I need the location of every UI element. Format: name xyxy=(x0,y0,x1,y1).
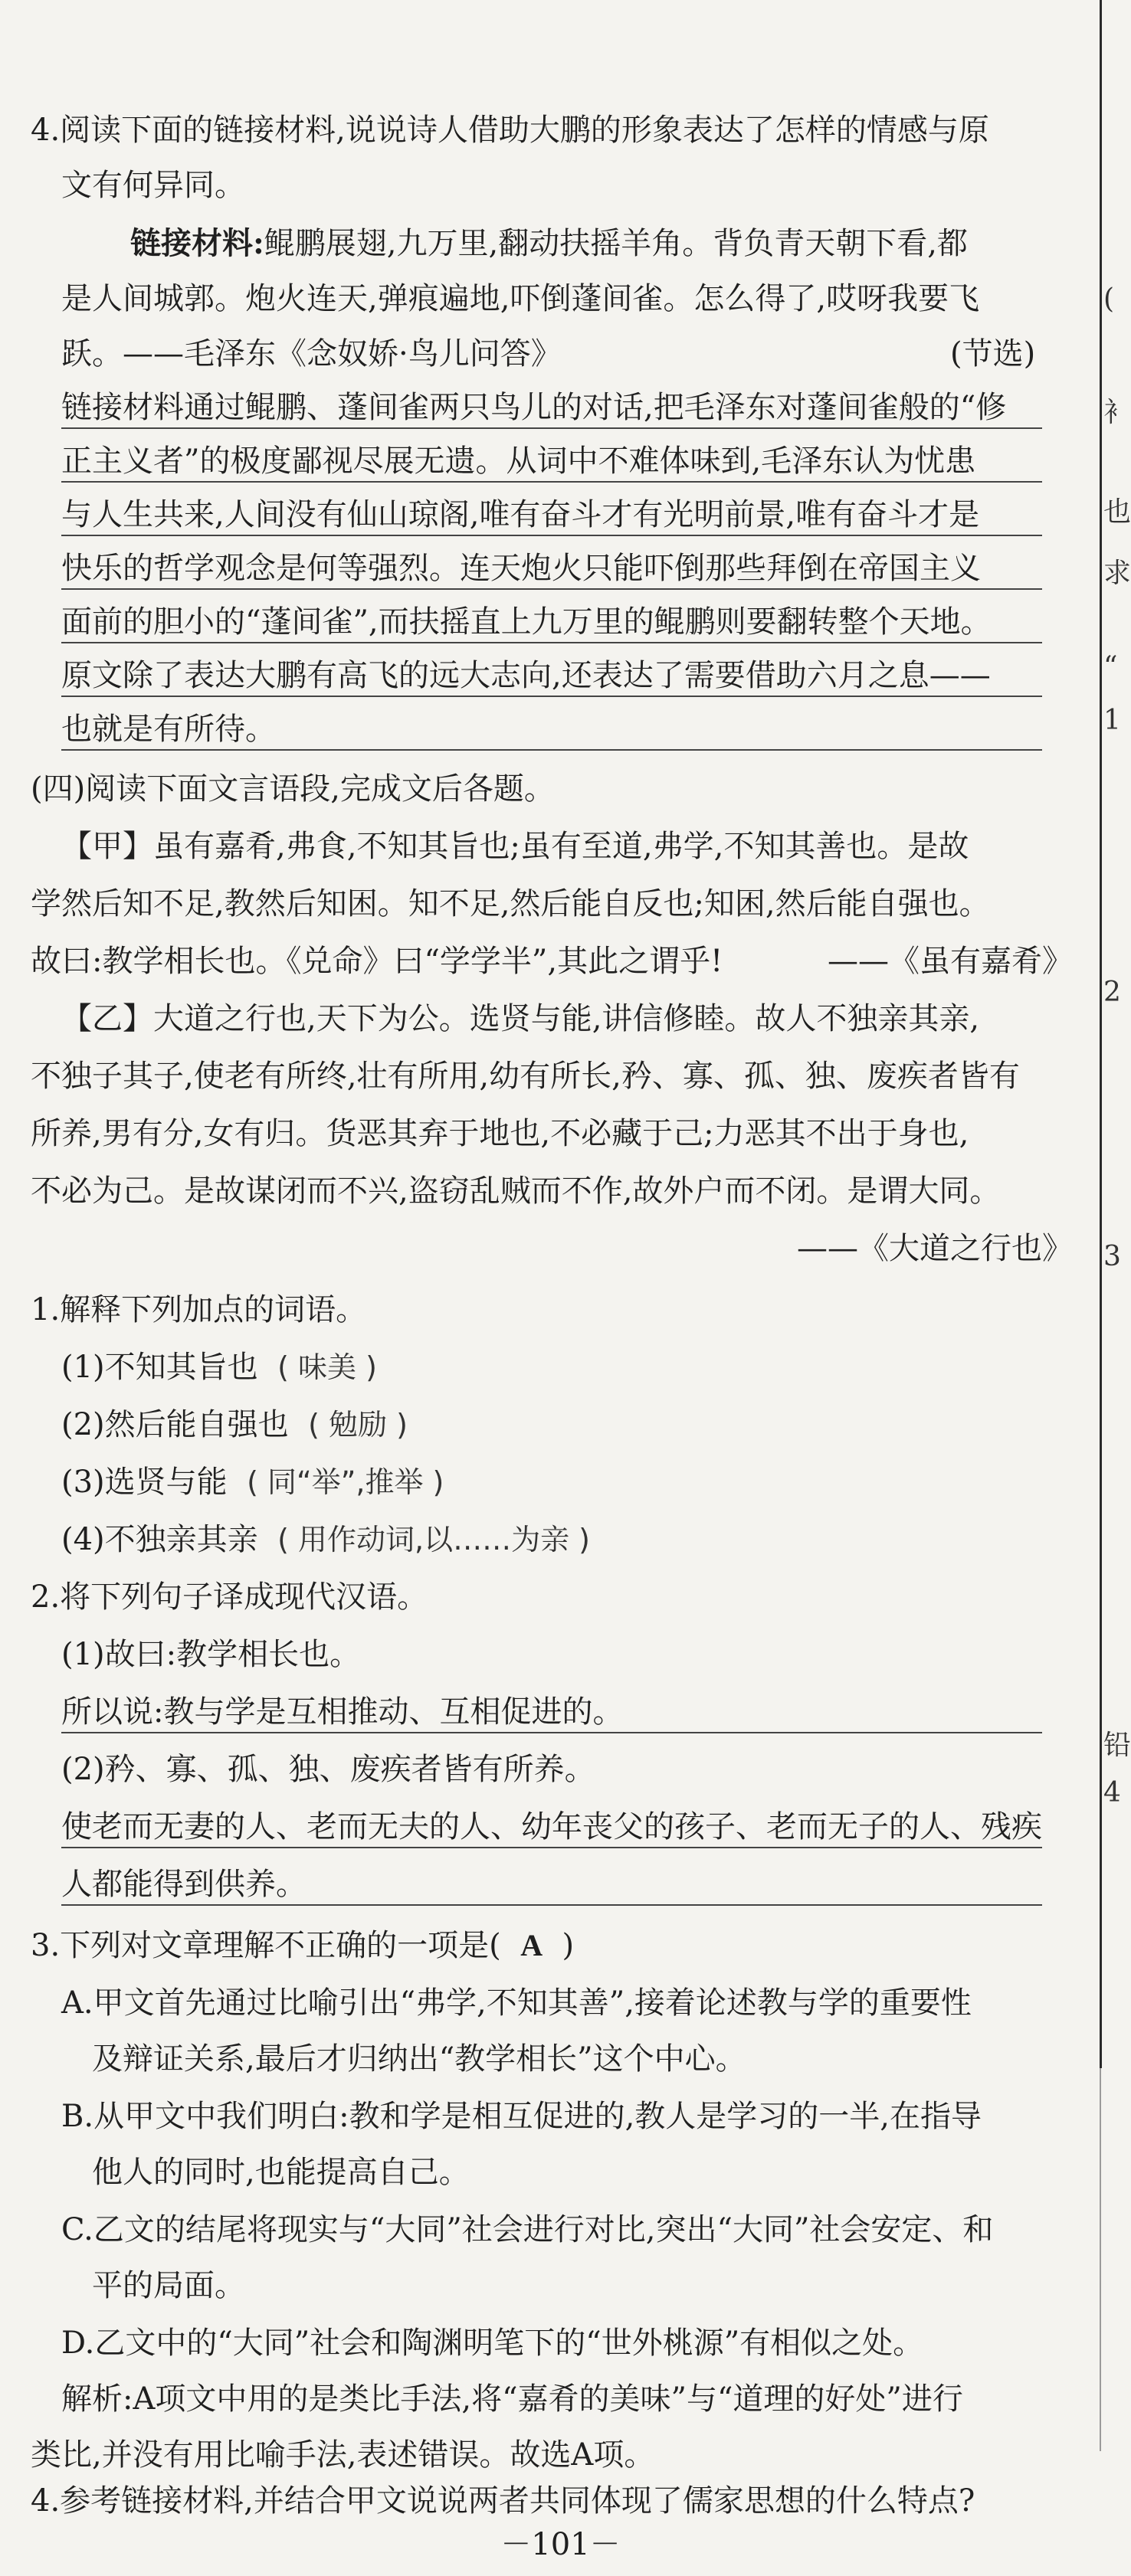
margin-glyph: 铅 xyxy=(1103,1730,1131,1761)
q1-item-4 xyxy=(61,1524,590,1555)
question-4-line2: 文有何异同。 xyxy=(61,168,245,203)
question-3-stem xyxy=(31,1930,574,1961)
column-divider-lower xyxy=(1100,2068,1101,2451)
margin-glyph: 2 xyxy=(1103,977,1121,1008)
q1-item-1 xyxy=(61,1352,377,1383)
q3-option-a-line2: 及辩证关系,最后才归纳出“教学相长”这个中心。 xyxy=(92,2041,746,2077)
q3-option-d: D.乙文中的“大同”社会和陶渊明笔下的“世外桃源”有相似之处。 xyxy=(61,2326,924,2361)
link-material-note: (节选) xyxy=(950,336,1036,372)
q3-option-c-line2: 平的局面。 xyxy=(92,2268,245,2303)
answer-line: 原文除了表达大鹏有高飞的远大志向,还表达了需要借助六月之息—— xyxy=(61,660,1042,697)
q2-sentence-2: (2)矜、寡、孤、独、废疾者皆有所养。 xyxy=(61,1752,595,1787)
passage-yi-line: 不必为己。是故谋闭而不兴,盗窃乱贼而不作,故外户而不闭。是谓大同。 xyxy=(31,1173,1001,1209)
q2-answer-1: 所以说:教与学是互相推动、互相促进的。 xyxy=(61,1697,1042,1733)
q1-item-answer: ( 勉励 ) xyxy=(308,1408,408,1442)
answer-line: 正主义者”的极度鄙视尽展无遗。从词中不难体味到,毛泽东认为忧患 xyxy=(61,446,1042,483)
q1-item-label: (4)不独亲其亲 xyxy=(61,1522,258,1557)
q3-option-b-line2: 他人的同时,也能提高自己。 xyxy=(92,2155,470,2190)
passage-yi-source: ——《大道之行也》 xyxy=(797,1231,1073,1266)
answer-line: 链接材料通过鲲鹏、蓬间雀两只鸟儿的对话,把毛泽东对蓬间雀般的“修 xyxy=(61,392,1042,429)
margin-glyph: 也 xyxy=(1103,496,1131,528)
passage-yi-line: 【乙】大道之行也,天下为公。选贤与能,讲信修睦。故人不独亲其亲, xyxy=(61,1001,980,1036)
answer-line: 也就是有所待。 xyxy=(61,714,1042,751)
q3-answer: A xyxy=(520,1928,543,1962)
answer-line: 快乐的哲学观念是何等强烈。连天炮火只能吓倒那些拜倒在帝国主义 xyxy=(61,553,1042,590)
answer-line: 面前的胆小的“蓬间雀”,而扶摇直上九万里的鲲鹏则要翻转整个天地。 xyxy=(61,607,1042,643)
q2-answer-2-line2: 人都能得到供养。 xyxy=(61,1869,1042,1906)
q1-item-label: (3)选贤与能 xyxy=(61,1465,228,1500)
q3-option-c-line1: C.乙文的结尾将现实与“大同”社会进行对比,突出“大同”社会安定、和 xyxy=(61,2212,994,2247)
link-material-line1 xyxy=(130,225,968,261)
column-divider xyxy=(1100,0,1102,2068)
passage-jia-line: 学然后知不足,教然后知困。知不足,然后能自反也;知困,然后能自强也。 xyxy=(31,886,990,921)
q1-item-3 xyxy=(61,1465,444,1500)
q3-option-b-line1: B.从甲文中我们明白:教和学是相互促进的,教人是学习的一半,在指导 xyxy=(61,2099,982,2134)
q1-item-answer: ( 味美 ) xyxy=(277,1350,377,1384)
margin-glyph: 求 xyxy=(1103,558,1131,589)
page-number: －101－ xyxy=(500,2527,621,2562)
passage-yi-line: 所养,男有分,女有归。货恶其弃于地也,不必藏于己;力恶其不出于身也, xyxy=(31,1116,969,1151)
margin-glyph: “ xyxy=(1103,651,1118,682)
q1-item-2 xyxy=(61,1409,408,1440)
question-1-stem: 1.解释下列加点的词语。 xyxy=(31,1292,367,1327)
link-material-text1: 鲲鹏展翅,九万里,翻动扶摇羊角。背负青天朝下看,都 xyxy=(264,226,968,261)
link-material-label: 链接材料: xyxy=(130,225,264,261)
q1-item-label: (2)然后能自强也 xyxy=(61,1407,289,1442)
q2-sentence-1: (1)故曰:教学相长也。 xyxy=(61,1637,361,1672)
q3-stem-close: ) xyxy=(562,1928,575,1963)
q1-item-answer: ( 同“举”,推举 ) xyxy=(247,1465,444,1499)
margin-glyph: 1 xyxy=(1103,705,1121,736)
q1-item-answer: ( 用作动词,以……为亲 ) xyxy=(277,1523,590,1556)
margin-glyph: 4 xyxy=(1103,1777,1121,1808)
q2-answer-2-line1: 使老而无妻的人、老而无夫的人、幼年丧父的孩子、老而无子的人、残疾 xyxy=(61,1812,1042,1848)
link-material-line3: 跃。——毛泽东《念奴娇·鸟儿问答》 xyxy=(61,336,562,372)
passage-jia-line: 【甲】虽有嘉肴,弗食,不知其旨也;虽有至道,弗学,不知其善也。是故 xyxy=(61,829,969,864)
passage-jia-source: ——《虽有嘉肴》 xyxy=(828,944,1073,979)
passage-yi-line: 不独子其子,使老有所终,壮有所用,幼有所长,矜、寡、孤、独、废疾者皆有 xyxy=(31,1059,1020,1094)
answer-line: 与人生共来,人间没有仙山琼阁,唯有奋斗才有光明前景,唯有奋斗才是 xyxy=(61,499,1042,536)
question-4-line1: 4.阅读下面的链接材料,说说诗人借助大鹏的形象表达了怎样的情感与原 xyxy=(31,113,989,148)
q3-option-a-line1: A.甲文首先通过比喻引出“弗学,不知其善”,接着论述教与学的重要性 xyxy=(61,1985,972,2021)
q3-analysis-line1: 解析:A项文中用的是类比手法,将“嘉肴的美味”与“道理的好处”进行 xyxy=(61,2381,963,2417)
q3-stem-text: 3.下列对文章理解不正确的一项是( xyxy=(31,1928,501,1963)
margin-glyph: ( xyxy=(1103,283,1115,315)
question-2-stem: 2.将下列句子译成现代汉语。 xyxy=(31,1579,428,1615)
q3-analysis-line2: 类比,并没有用比喻手法,表述错误。故选A项。 xyxy=(31,2437,655,2473)
link-material-line2: 是人间城郭。炮火连天,弹痕遍地,吓倒蓬间雀。怎么得了,哎呀我要飞 xyxy=(61,281,980,316)
question-4b-stem: 4.参考链接材料,并结合甲文说说两者共同体现了儒家思想的什么特点? xyxy=(31,2483,975,2519)
section-heading: (四)阅读下面文言语段,完成文后各题。 xyxy=(31,771,555,807)
passage-jia-line: 故曰:教学相长也。《兑命》曰“学学半”,其此之谓乎! xyxy=(31,944,723,979)
margin-glyph: 3 xyxy=(1103,1241,1121,1272)
margin-glyph: 衤 xyxy=(1103,397,1131,428)
q1-item-label: (1)不知其旨也 xyxy=(61,1350,258,1385)
